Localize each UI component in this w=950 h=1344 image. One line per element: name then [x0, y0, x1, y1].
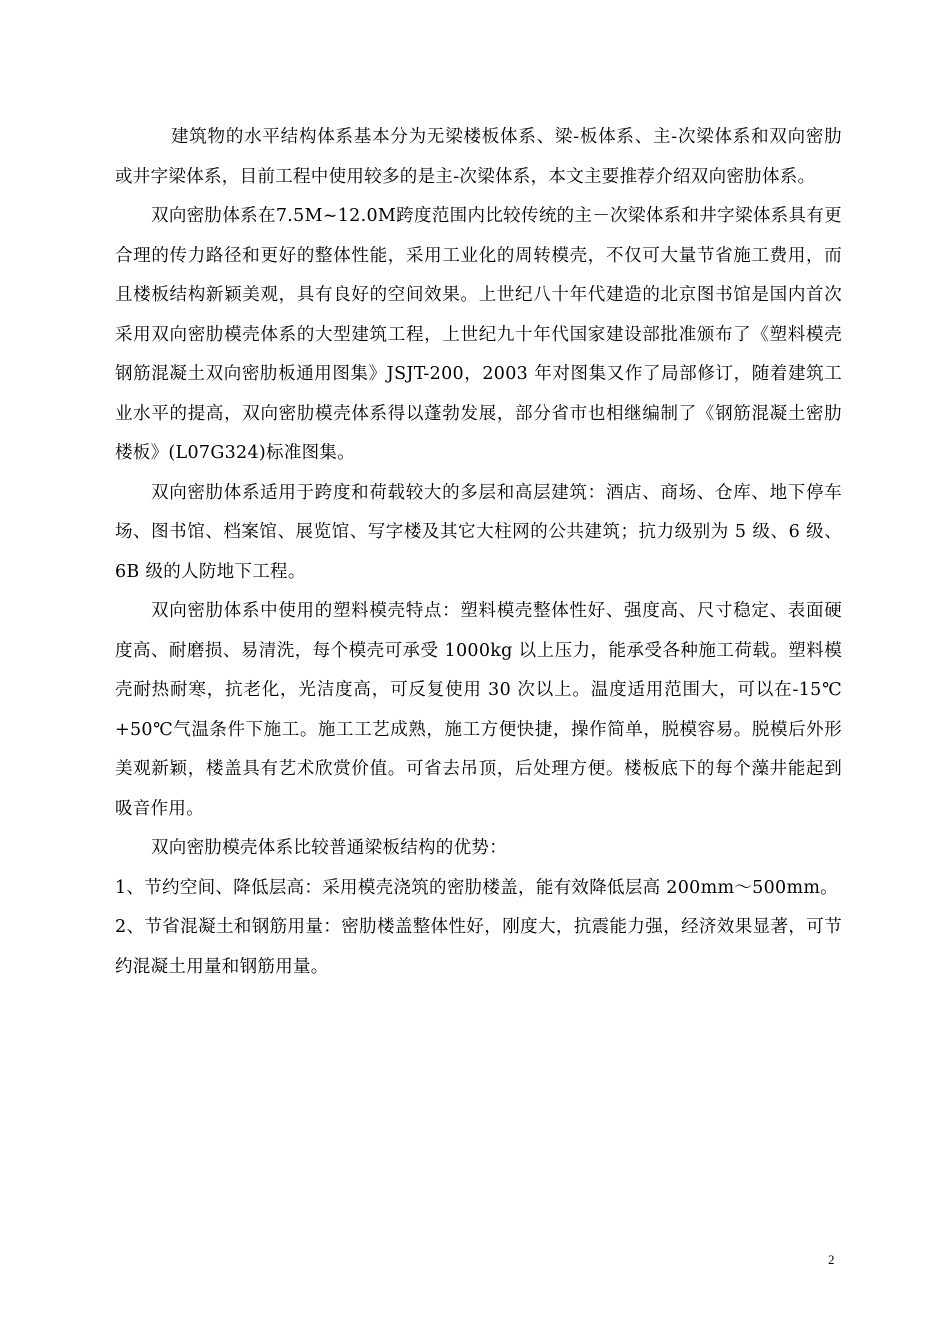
paragraph-system-advantages: 双向密肋体系在7.5M~12.0M跨度范围内比较传统的主－次梁体系和井字梁体系具有更合理的传力路径和更好的整体性能，采用工业化的周转模壳，不仅可大量节省施工费用，而且楼板结构新颖美观，具有良好的空间效果。上世纪八十年代建造的北京图书馆是国内首次采用双向密肋模壳体系的大型建筑工程，上世纪九十年代国家建设部批准颁布了《塑料模壳钢筋混凝土双向密肋板通用图集》JSJT-200，2003 年对图集又作了局部修订，随着建筑工业水平的提高，双向密肋模壳体系得以蓬勃发展，部分省市也相继编制了《钢筋混凝土密肋楼板》(L07G324)标准图集。 [115, 206, 842, 463]
paragraph-applications: 双向密肋体系适用于跨度和荷载较大的多层和高层建筑：酒店、商场、仓库、地下停车场、图书馆、档案馆、展览馆、写字楼及其它大柱网的公共建筑；抗力级别为 5 级、6 级、6B 级的人防地下工程。 [115, 482, 842, 582]
paragraph-intro: 建筑物的水平结构体系基本分为无梁楼板体系、梁-板体系、主-次梁体系和双向密肋或井字梁体系，目前工程中使用较多的是主-次梁体系，本文主要推荐介绍双向密肋体系。 [115, 127, 842, 187]
paragraph-advantages-heading: 双向密肋模壳体系比较普通梁板结构的优势： [151, 838, 507, 858]
list-item-2: 2、节省混凝土和钢筋用量：密肋楼盖整体性好，刚度大，抗震能力强，经济效果显著，可节约混凝土用量和钢筋用量。 [115, 917, 842, 977]
list-item-1: 1、节约空间、降低层高：采用模壳浇筑的密肋楼盖，能有效降低层高 200mm～500mm。 [115, 877, 839, 898]
paragraph-formwork-features: 双向密肋体系中使用的塑料模壳特点：塑料模壳整体性好、强度高、尺寸稳定、表面硬度高、耐磨损、易清洗，每个模壳可承受 1000kg 以上压力，能承受各种施工荷载。塑料模壳耐热耐寒，抗老化，光洁度高，可反复使用 30 次以上。温度适用范围大，可以在-15℃+50℃气温条件下施工。施工工艺成熟，施工方便快捷，操作简单，脱模容易。脱模后外形美观新颖，楼盖具有艺术欣赏价值。可省去吊顶，后处理方便。楼板底下的每个藻井能起到吸音作用。 [115, 601, 842, 819]
body-text [115, 118, 842, 987]
page-number: 2 [828, 1252, 835, 1267]
